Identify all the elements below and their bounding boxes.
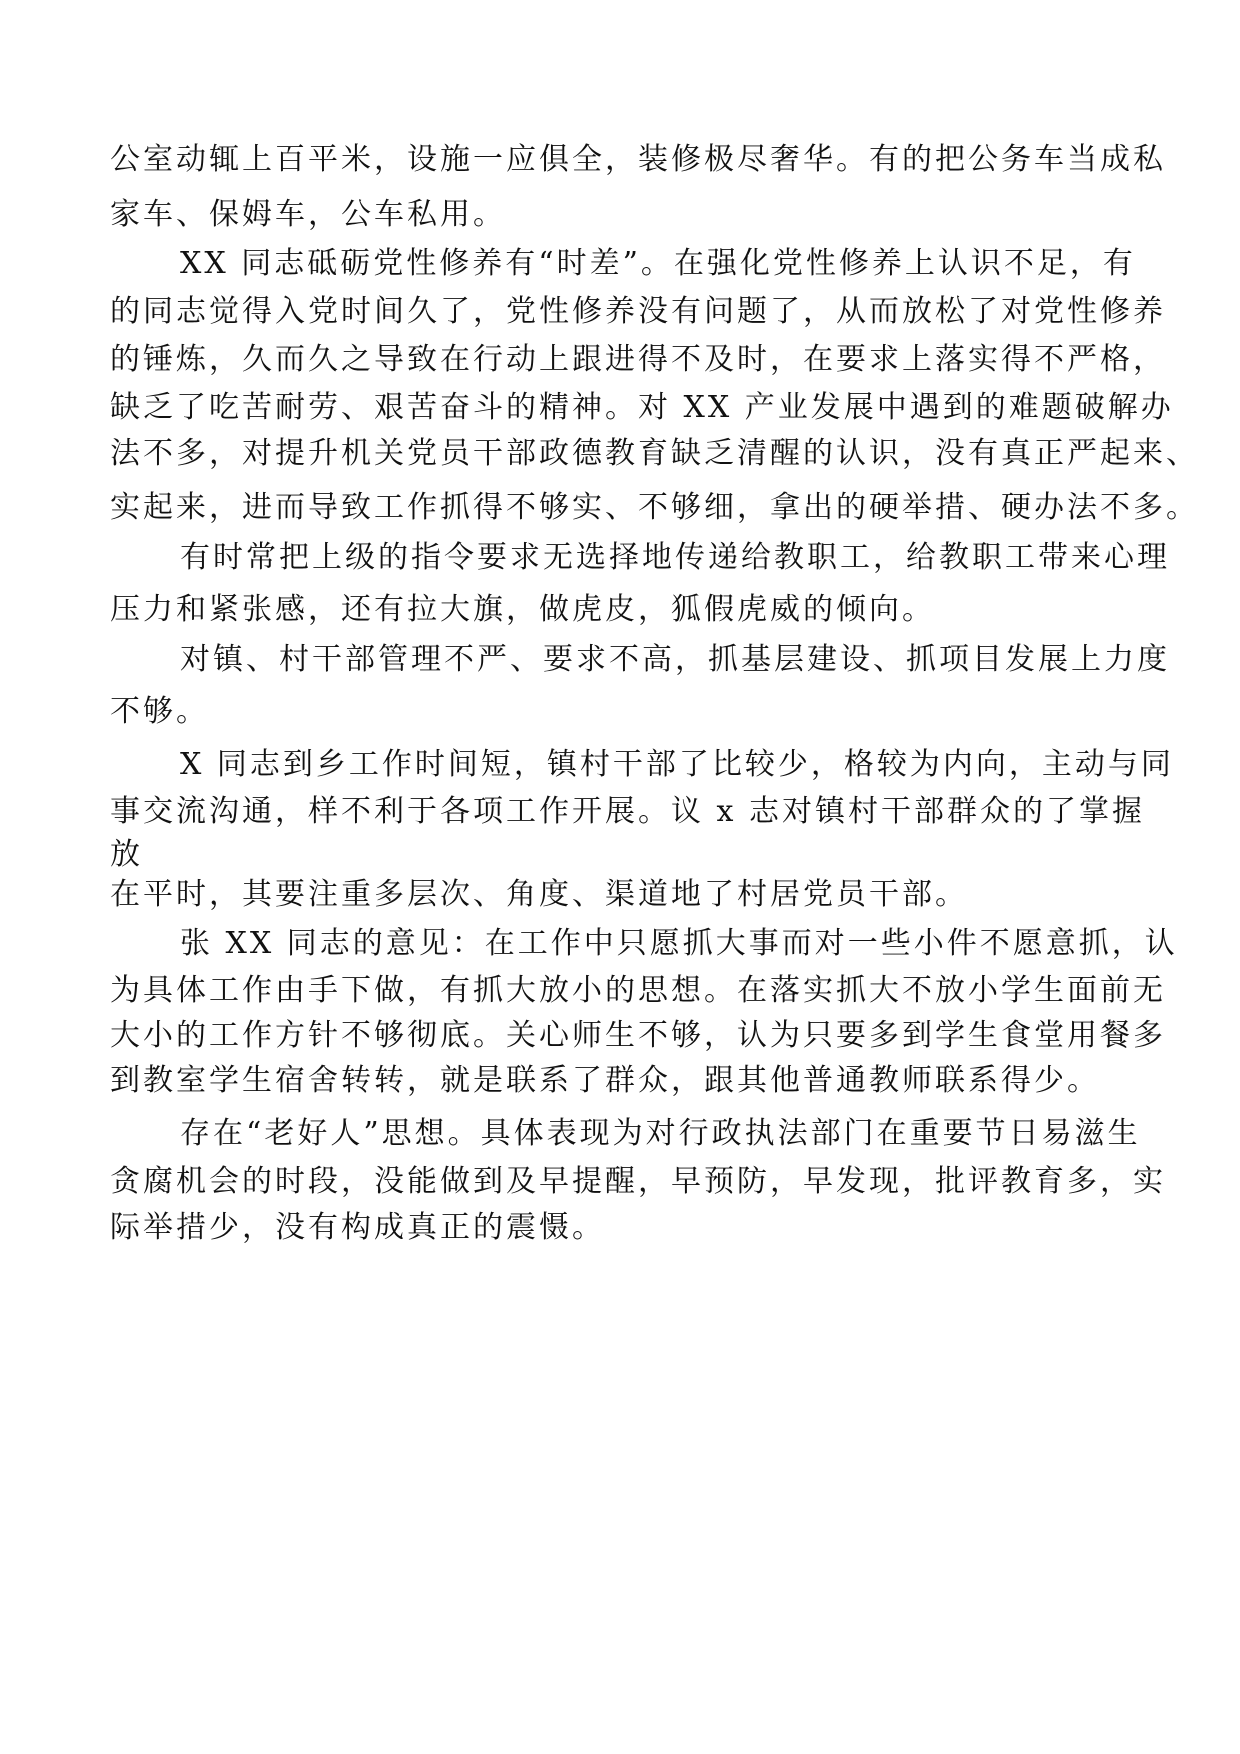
text-line: 压力和紧张感，还有拉大旗，做虎皮，狐假虎威的倾向。 [110, 592, 935, 627]
text-line: 的锤炼，久而久之导致在行动上跟进得不及时，在要求上落实得不严格， [110, 342, 1166, 377]
paragraph-first-line: 有时常把上级的指令要求无选择地传递给教职工，给教职工带来心理 [180, 540, 1170, 575]
text-line: 大小的工作方针不够彻底。关心师生不够，认为只要多到学生食堂用餐多 [110, 1018, 1166, 1053]
text-line: 为具体工作由手下做，有抓大放小的思想。在落实抓大不放小学生面前无 [110, 973, 1166, 1008]
text-line: 实起来，进而导致工作抓得不够实、不够细，拿出的硬举措、硬办法不多。 [110, 490, 1199, 525]
text-line: 缺乏了吃苦耐劳、艰苦奋斗的精神。对 XX 产业发展中遇到的难题破解办 [110, 390, 1174, 425]
paragraph-first-line: XX 同志砥砺党性修养有“时差”。在强化党性修养上认识不足，有 [180, 246, 1136, 281]
text-line: 公室动辄上百平米，设施一应俱全，装修极尽奢华。有的把公务车当成私 [110, 142, 1166, 177]
text-line: 在平时，其要注重多层次、角度、渠道地了村居党员干部。 [110, 877, 968, 912]
paragraph-first-line: X 同志到乡工作时间短，镇村干部了比较少，格较为内向，主动与同 [180, 747, 1174, 782]
text-line: 到教室学生宿舍转转，就是联系了群众，跟其他普通教师联系得少。 [110, 1063, 1100, 1098]
paragraph-first-line: 对镇、村干部管理不严、要求不高，抓基层建设、抓项目发展上力度 [180, 642, 1170, 677]
text-line: 法不多，对提升机关党员干部政德教育缺乏清醒的认识，没有真正严起来、 [110, 436, 1199, 471]
text-line: 放 [110, 837, 143, 872]
text-line: 贪腐机会的时段，没能做到及早提醒，早预防，早发现，批评教育多，实 [110, 1164, 1166, 1199]
paragraph-first-line: 张 XX 同志的意见：在工作中只愿抓大事而对一些小件不愿意抓，认 [180, 926, 1178, 961]
text-line: 际举措少，没有构成真正的震慑。 [110, 1210, 605, 1245]
text-line: 的同志觉得入党时间久了，党性修养没有问题了，从而放松了对党性修养 [110, 294, 1166, 329]
text-line: 事交流沟通，样不利于各项工作开展。议 x 志对镇村干部群众的了掌握 [110, 794, 1145, 829]
text-line: 家车、保姆车，公车私用。 [110, 197, 506, 232]
text-line: 不够。 [110, 694, 209, 729]
paragraph-first-line: 存在“老好人”思想。具体表现为对行政执法部门在重要节日易滋生 [180, 1116, 1141, 1151]
